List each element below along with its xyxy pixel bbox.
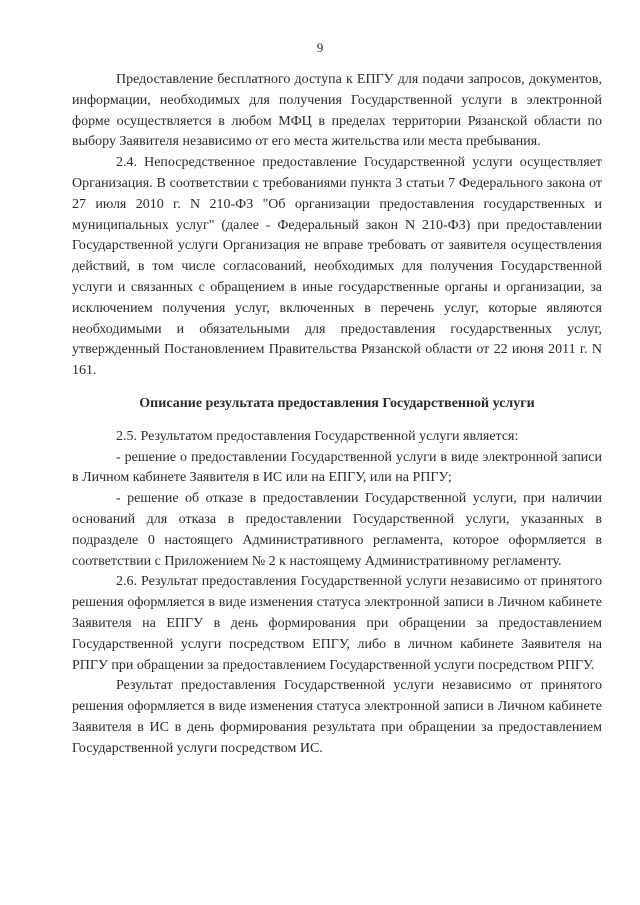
spacer: [72, 382, 602, 394]
document-body: [72, 70, 602, 760]
paragraph-free-access: Предоставление бесплатного доступа к ЕПГУ для подачи запросов, документов, информации, необходимых для получения Государственной услуги в электронной форме осуществляется в любом МФЦ в пределах территории Рязанской области по выбору Заявителя независимо от его места жительства или места пребывания.: [72, 72, 602, 150]
paragraph-result-refusal: - решение об отказе в предоставлении Государственной услуги, при наличии оснований для отказа в предоставлении Государственной услуги, указанных в подразделе 0 настоящего Административного регламента, которое оформляется в соответствии с Приложением № 2 к настоящему Административному регламенту.: [72, 491, 602, 569]
page-number: 9: [316, 40, 324, 55]
paragraph-2-6: 2.6. Результат предоставления Государственной услуги независимо от принятого решения оформляется в виде изменения статуса электронной записи в Личном кабинете Заявителя на ЕПГУ в день формирования при обращении за предоставлением Государственной услуги посредством ЕПГУ, либо в личном кабинете Заявителя на РПГУ при обращении за предоставлением Государственной услуги посредством РПГУ.: [72, 574, 602, 673]
paragraph-result-approval: - решение о предоставлении Государственной услуги в виде электронной записи в Личном кабинете Заявителя в ИС или на ЕПГУ, или на РПГУ;: [72, 449, 602, 486]
paragraph-2-5: 2.5. Результатом предоставления Государственной услуги является:: [116, 428, 519, 444]
spacer: [72, 415, 602, 427]
section-heading: Описание результата предоставления Государственной услуги: [139, 395, 535, 411]
paragraph-2-4: 2.4. Непосредственное предоставление Государственной услуги осуществляет Организация. В соответствии с требованиями пункта 3 статьи 7 Федерального закона от 27 июля 2010 г. N 210-ФЗ "Об организации предоставления государственных и муниципальных услуг" (далее - Федеральный закон N 210-ФЗ) при предоставлении Государственной услуги Организация не вправе требовать от заявителя осуществления действий, в том числе согласований, необходимых для получения Государственной услуги и связанных с обращением в иные государственные органы и организации, за исключением получения услуг, включенных в перечень услуг, которые являются необходимыми и обязательными для предоставления государственных услуг, утвержденный Постановлением Правительства Рязанской области от 22 июня 2011 г. N 161.: [72, 155, 602, 379]
paragraph-result-is: Результат предоставления Государственной услуги независимо от принятого решения оформляется в виде изменения статуса электронной записи в Личном кабинете Заявителя в ИС в день формирования результата при обращении за предоставлением Государственной услуги посредством ИС.: [72, 678, 602, 756]
